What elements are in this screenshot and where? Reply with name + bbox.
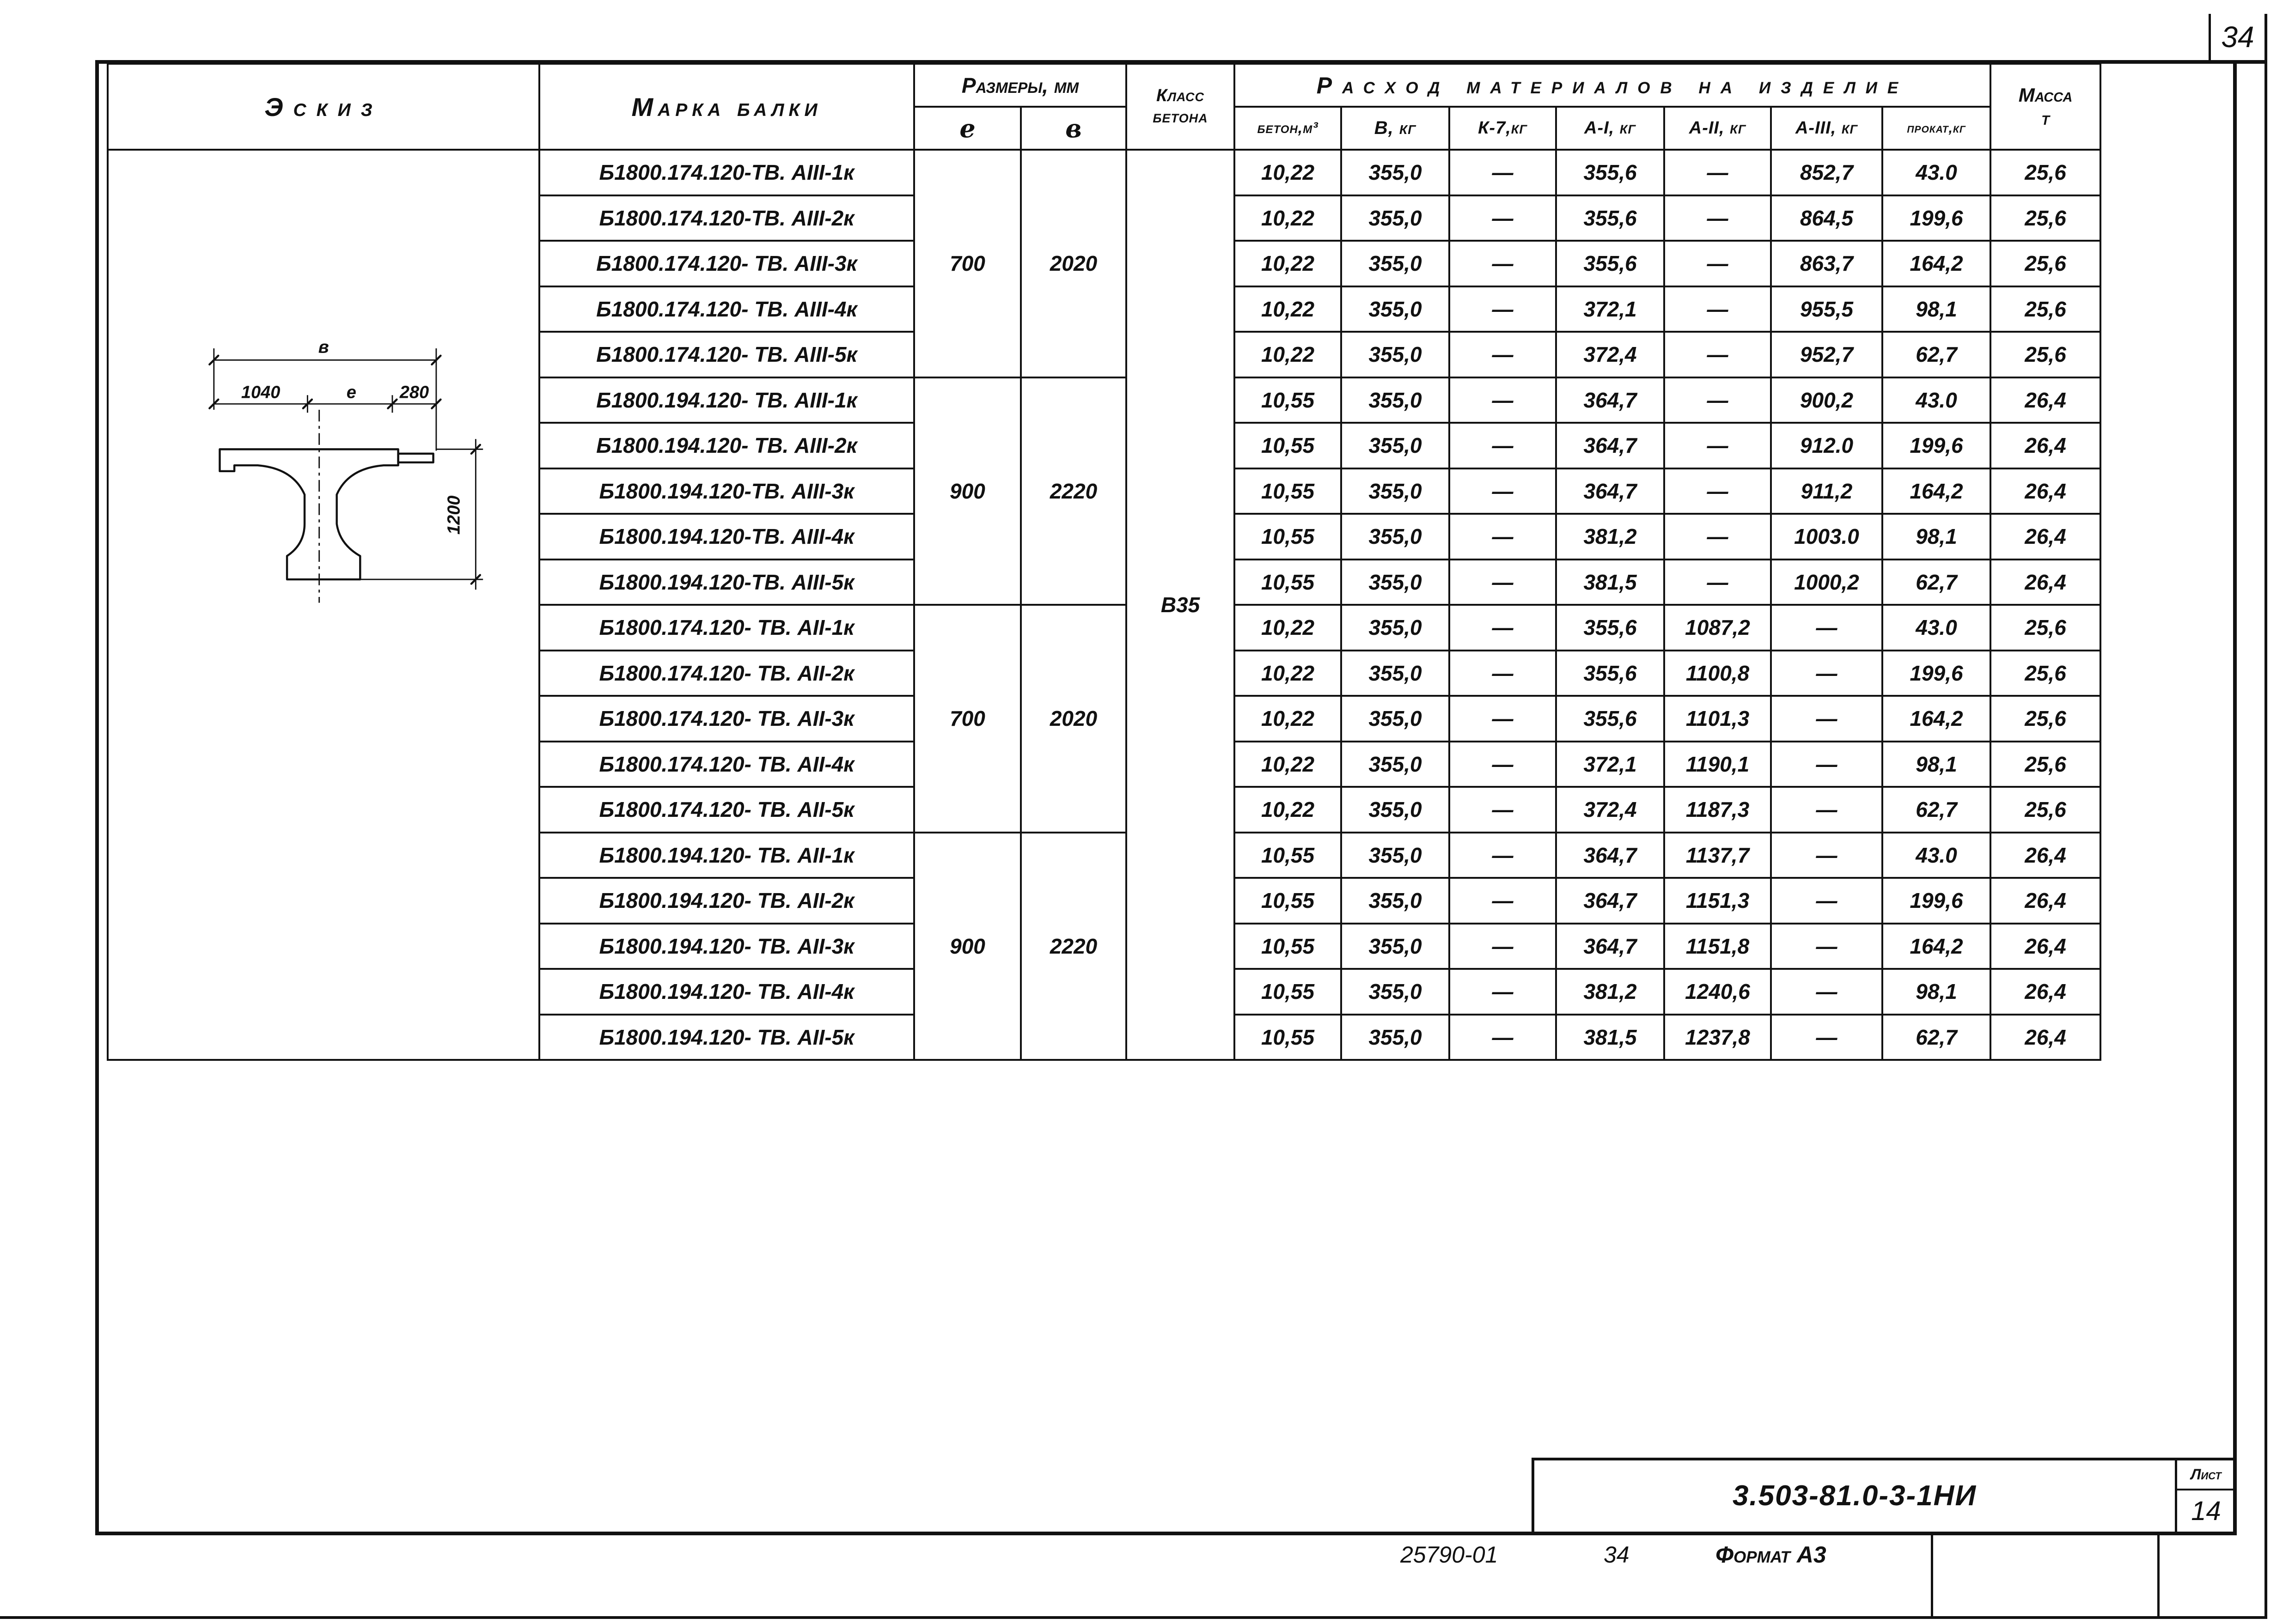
dimension-label-width: в	[318, 337, 329, 357]
header-consumption: Расход материалов на изделие	[1234, 64, 1990, 107]
header-sketch: Эскиз	[108, 64, 539, 150]
cell-concrete: 10,22	[1234, 605, 1341, 651]
cell-k7: —	[1449, 1015, 1556, 1060]
cell-concrete: 10,55	[1234, 924, 1341, 969]
cell-prokat: 199,6	[1882, 651, 1990, 696]
cell-a3: 952,7	[1771, 332, 1882, 377]
cell-dim-b: 2220	[1021, 377, 1126, 605]
cell-a1: 364,7	[1556, 468, 1664, 514]
cell-a1: 381,5	[1556, 560, 1664, 605]
cell-a1: 355,6	[1556, 195, 1664, 241]
cell-dim-l: 900	[914, 377, 1021, 605]
cell-mass: 26,4	[1990, 878, 2100, 924]
cell-prokat: 164,2	[1882, 468, 1990, 514]
cell-a3: —	[1771, 742, 1882, 787]
dimension-label-height: 1200	[444, 495, 464, 535]
cell-a3: 912.0	[1771, 423, 1882, 468]
cell-mass: 26,4	[1990, 833, 2100, 878]
cell-dim-l: 700	[914, 605, 1021, 833]
cell-v: 355,0	[1341, 651, 1449, 696]
cell-a2: —	[1664, 150, 1771, 195]
cell-mark: Б1800.174.120- ТВ. АIII-4к	[539, 286, 914, 332]
sheet-outer-right-line	[2264, 14, 2267, 1619]
cell-v: 355,0	[1341, 195, 1449, 241]
header-mass	[1990, 64, 2100, 150]
cell-a2: —	[1664, 468, 1771, 514]
cell-mark: Б1800.174.120- ТВ. АII-4к	[539, 742, 914, 787]
cell-mark: Б1800.174.120-ТВ. АIII-2к	[539, 195, 914, 241]
cell-concrete: 10,55	[1234, 514, 1341, 560]
cell-v: 355,0	[1341, 286, 1449, 332]
cell-a1: 372,1	[1556, 286, 1664, 332]
cell-concrete: 10,55	[1234, 423, 1341, 468]
cell-prokat: 199,6	[1882, 423, 1990, 468]
cell-prokat: 43.0	[1882, 605, 1990, 651]
cell-mass: 25,6	[1990, 150, 2100, 195]
cell-concrete: 10,55	[1234, 969, 1341, 1015]
cell-concrete: 10,22	[1234, 241, 1341, 286]
cell-concrete: 10,55	[1234, 833, 1341, 878]
cell-mark: Б1800.194.120-ТВ. АIII-5к	[539, 560, 914, 605]
frame-right-line	[2233, 60, 2237, 1535]
cell-prokat: 164,2	[1882, 696, 1990, 742]
cell-v: 355,0	[1341, 969, 1449, 1015]
cell-v: 355,0	[1341, 742, 1449, 787]
cell-concrete-class: В35	[1126, 150, 1234, 1060]
header-concrete-class-line1: Класс	[1156, 86, 1205, 106]
dimension-label-left-overhang: 1040	[241, 383, 281, 402]
cell-mark: Б1800.194.120- ТВ. АII-3к	[539, 924, 914, 969]
cell-a1: 355,6	[1556, 696, 1664, 742]
cell-mark: Б1800.174.120- ТВ. АIII-5к	[539, 332, 914, 377]
cell-a1: 355,6	[1556, 150, 1664, 195]
cell-a3: —	[1771, 651, 1882, 696]
cell-concrete: 10,22	[1234, 332, 1341, 377]
sheet-label: Лист	[2191, 1466, 2222, 1483]
cell-k7: —	[1449, 377, 1556, 423]
cell-prokat: 62,7	[1882, 560, 1990, 605]
cell-a3: 863,7	[1771, 241, 1882, 286]
cell-prokat: 43.0	[1882, 150, 1990, 195]
cell-v: 355,0	[1341, 787, 1449, 833]
cell-a1: 381,5	[1556, 1015, 1664, 1060]
cell-a2: 1187,3	[1664, 787, 1771, 833]
cell-concrete: 10,55	[1234, 468, 1341, 514]
cell-mark: Б1800.194.120- ТВ. АII-5к	[539, 1015, 914, 1060]
frame-bottom-line	[95, 1532, 2237, 1535]
cell-mass: 26,4	[1990, 924, 2100, 969]
cell-a3: —	[1771, 787, 1882, 833]
beam-outline	[220, 449, 398, 579]
cell-prokat: 98,1	[1882, 969, 1990, 1015]
header-row	[108, 64, 2100, 107]
cell-v: 355,0	[1341, 878, 1449, 924]
cell-v: 355,0	[1341, 332, 1449, 377]
cell-concrete: 10,55	[1234, 1015, 1341, 1060]
cell-v: 355,0	[1341, 514, 1449, 560]
cell-mass: 26,4	[1990, 423, 2100, 468]
cell-a1: 364,7	[1556, 878, 1664, 924]
header-v: В, кг	[1341, 107, 1449, 150]
cell-mass: 25,6	[1990, 651, 2100, 696]
cell-mark: Б1800.174.120- ТВ. АII-5к	[539, 787, 914, 833]
header-prokat: прокат,кг	[1882, 107, 1990, 150]
header-mass-line1: Масса	[2018, 84, 2073, 106]
cell-mass: 26,4	[1990, 377, 2100, 423]
cell-a2: 1151,3	[1664, 878, 1771, 924]
cell-v: 355,0	[1341, 423, 1449, 468]
cell-a2: 1240,6	[1664, 969, 1771, 1015]
cell-a1: 364,7	[1556, 377, 1664, 423]
header-concrete: бетон,м³	[1234, 107, 1341, 150]
cell-a2: 1101,3	[1664, 696, 1771, 742]
cell-concrete: 10,55	[1234, 560, 1341, 605]
cell-concrete: 10,22	[1234, 286, 1341, 332]
cell-mass: 25,6	[1990, 742, 2100, 787]
cell-a3: 911,2	[1771, 468, 1882, 514]
cell-dim-b: 2020	[1021, 605, 1126, 833]
cell-a1: 381,2	[1556, 514, 1664, 560]
cell-mark: Б1800.194.120- ТВ. АIII-1к	[539, 377, 914, 423]
cell-v: 355,0	[1341, 605, 1449, 651]
cell-a2: —	[1664, 377, 1771, 423]
cell-a3: 1003.0	[1771, 514, 1882, 560]
cell-prokat: 62,7	[1882, 787, 1990, 833]
footer-divider	[1931, 1533, 1933, 1618]
cell-k7: —	[1449, 878, 1556, 924]
cell-a2: 1237,8	[1664, 1015, 1771, 1060]
cell-prokat: 62,7	[1882, 1015, 1990, 1060]
cell-k7: —	[1449, 833, 1556, 878]
header-dim-b: в	[1021, 107, 1126, 150]
cell-k7: —	[1449, 924, 1556, 969]
header-k7: К-7,кг	[1449, 107, 1556, 150]
cell-concrete: 10,22	[1234, 742, 1341, 787]
header-dim-l: е	[914, 107, 1021, 150]
cell-concrete: 10,22	[1234, 696, 1341, 742]
cell-k7: —	[1449, 423, 1556, 468]
cell-a3: 852,7	[1771, 150, 1882, 195]
cell-k7: —	[1449, 651, 1556, 696]
cell-k7: —	[1449, 560, 1556, 605]
cell-dim-b: 2220	[1021, 833, 1126, 1060]
cell-k7: —	[1449, 468, 1556, 514]
format-label: Формат А3	[1715, 1542, 1826, 1568]
cell-k7: —	[1449, 969, 1556, 1015]
cell-mass: 26,4	[1990, 468, 2100, 514]
dimension-label-right-overhang: 280	[399, 383, 429, 402]
cell-concrete: 10,22	[1234, 195, 1341, 241]
cell-k7: —	[1449, 332, 1556, 377]
cell-v: 355,0	[1341, 468, 1449, 514]
cell-a1: 364,7	[1556, 924, 1664, 969]
cell-v: 355,0	[1341, 833, 1449, 878]
cell-k7: —	[1449, 742, 1556, 787]
cell-prokat: 98,1	[1882, 742, 1990, 787]
cell-mass: 26,4	[1990, 560, 2100, 605]
cell-mark: Б1800.194.120- ТВ. АIII-2к	[539, 423, 914, 468]
cell-mark: Б1800.194.120-ТВ. АIII-4к	[539, 514, 914, 560]
sheet-number: 14	[2191, 1496, 2221, 1526]
cell-a1: 372,4	[1556, 787, 1664, 833]
table-row	[108, 150, 2100, 195]
cell-a1: 372,1	[1556, 742, 1664, 787]
cell-k7: —	[1449, 286, 1556, 332]
cell-a2: —	[1664, 560, 1771, 605]
cell-a3: —	[1771, 924, 1882, 969]
cell-prokat: 164,2	[1882, 241, 1990, 286]
cell-a3: —	[1771, 969, 1882, 1015]
cell-v: 355,0	[1341, 241, 1449, 286]
cell-k7: —	[1449, 241, 1556, 286]
cell-v: 355,0	[1341, 696, 1449, 742]
dimension-label-flange: е	[346, 383, 356, 402]
cell-prokat: 199,6	[1882, 878, 1990, 924]
cell-k7: —	[1449, 195, 1556, 241]
cell-a1: 355,6	[1556, 241, 1664, 286]
cell-a1: 364,7	[1556, 833, 1664, 878]
cell-a3: —	[1771, 878, 1882, 924]
cell-a2: —	[1664, 286, 1771, 332]
cell-mass: 26,4	[1990, 969, 2100, 1015]
cell-a2: —	[1664, 332, 1771, 377]
cell-v: 355,0	[1341, 560, 1449, 605]
cell-dim-l: 700	[914, 150, 1021, 377]
cell-a2: —	[1664, 241, 1771, 286]
header-a1: А-I, кг	[1556, 107, 1664, 150]
cell-mark: Б1800.174.120- ТВ. АII-1к	[539, 605, 914, 651]
cell-mass: 25,6	[1990, 787, 2100, 833]
cell-dim-b: 2020	[1021, 150, 1126, 377]
page-number-top: 34	[2221, 20, 2254, 54]
cell-a3: —	[1771, 605, 1882, 651]
header-mass-line2: т	[2041, 107, 2050, 129]
cell-concrete: 10,55	[1234, 377, 1341, 423]
cell-a2: 1190,1	[1664, 742, 1771, 787]
cell-a3: —	[1771, 833, 1882, 878]
footer-divider	[2157, 1533, 2160, 1618]
cell-a1: 372,4	[1556, 332, 1664, 377]
cell-k7: —	[1449, 605, 1556, 651]
cell-mark: Б1800.174.120- ТВ. АII-2к	[539, 651, 914, 696]
cell-mass: 25,6	[1990, 332, 2100, 377]
cell-prokat: 199,6	[1882, 195, 1990, 241]
cell-prokat: 98,1	[1882, 286, 1990, 332]
cell-prokat: 43.0	[1882, 377, 1990, 423]
cell-v: 355,0	[1341, 1015, 1449, 1060]
header-concrete-class-line2: бетона	[1153, 107, 1208, 127]
cell-a2: —	[1664, 195, 1771, 241]
archive-number: 25790-01	[1400, 1542, 1498, 1568]
flange-tab	[398, 454, 433, 462]
sheet-bottom-line	[0, 1616, 2267, 1619]
cell-a1: 355,6	[1556, 651, 1664, 696]
cell-k7: —	[1449, 150, 1556, 195]
cell-prokat: 43.0	[1882, 833, 1990, 878]
cell-v: 355,0	[1341, 924, 1449, 969]
cell-mass: 25,6	[1990, 605, 2100, 651]
cell-mass: 25,6	[1990, 286, 2100, 332]
cell-mark: Б1800.194.120- ТВ. АII-2к	[539, 878, 914, 924]
cell-a3: —	[1771, 696, 1882, 742]
footer-page-number: 34	[1604, 1542, 1630, 1568]
cell-a1: 364,7	[1556, 423, 1664, 468]
cell-a3: 900,2	[1771, 377, 1882, 423]
cell-mass: 25,6	[1990, 696, 2100, 742]
cell-concrete: 10,22	[1234, 651, 1341, 696]
cell-prokat: 98,1	[1882, 514, 1990, 560]
cell-k7: —	[1449, 696, 1556, 742]
cell-a2: 1100,8	[1664, 651, 1771, 696]
header-a3: А-III, кг	[1771, 107, 1882, 150]
cell-a3: 864,5	[1771, 195, 1882, 241]
cell-prokat: 62,7	[1882, 332, 1990, 377]
cell-a2: —	[1664, 514, 1771, 560]
cell-a3: 955,5	[1771, 286, 1882, 332]
drawing-code: 3.503-81.0-3-1НИ	[1732, 1480, 1977, 1512]
cell-k7: —	[1449, 787, 1556, 833]
header-mark: Марка балки	[539, 64, 914, 150]
cell-mark: Б1800.194.120- ТВ. АII-1к	[539, 833, 914, 878]
cell-mass: 26,4	[1990, 514, 2100, 560]
cell-concrete: 10,22	[1234, 150, 1341, 195]
frame-left-line	[95, 60, 99, 1535]
cell-dim-l: 900	[914, 833, 1021, 1060]
cell-mark: Б1800.174.120- ТВ. АIII-3к	[539, 241, 914, 286]
cell-mark: Б1800.194.120- ТВ. АII-4к	[539, 969, 914, 1015]
cell-a1: 355,6	[1556, 605, 1664, 651]
header-a2: А-II, кг	[1664, 107, 1771, 150]
header-dimensions: Размеры, мм	[914, 64, 1126, 107]
cell-a1: 381,2	[1556, 969, 1664, 1015]
cell-prokat: 164,2	[1882, 924, 1990, 969]
header-concrete-class	[1126, 64, 1234, 150]
cell-v: 355,0	[1341, 377, 1449, 423]
cell-mass: 25,6	[1990, 241, 2100, 286]
cell-concrete: 10,22	[1234, 787, 1341, 833]
cell-a2: —	[1664, 423, 1771, 468]
cell-k7: —	[1449, 514, 1556, 560]
cell-mark: Б1800.174.120-ТВ. АIII-1к	[539, 150, 914, 195]
cell-mark: Б1800.174.120- ТВ. АII-3к	[539, 696, 914, 742]
cell-a2: 1137,7	[1664, 833, 1771, 878]
cell-mass: 26,4	[1990, 1015, 2100, 1060]
cell-a3: —	[1771, 1015, 1882, 1060]
cell-v: 355,0	[1341, 150, 1449, 195]
cell-a2: 1151,8	[1664, 924, 1771, 969]
beam-sketch	[190, 322, 498, 614]
cell-a3: 1000,2	[1771, 560, 1882, 605]
cell-mark: Б1800.194.120-ТВ. АIII-3к	[539, 468, 914, 514]
cell-concrete: 10,55	[1234, 878, 1341, 924]
cell-mass: 25,6	[1990, 195, 2100, 241]
cell-a2: 1087,2	[1664, 605, 1771, 651]
